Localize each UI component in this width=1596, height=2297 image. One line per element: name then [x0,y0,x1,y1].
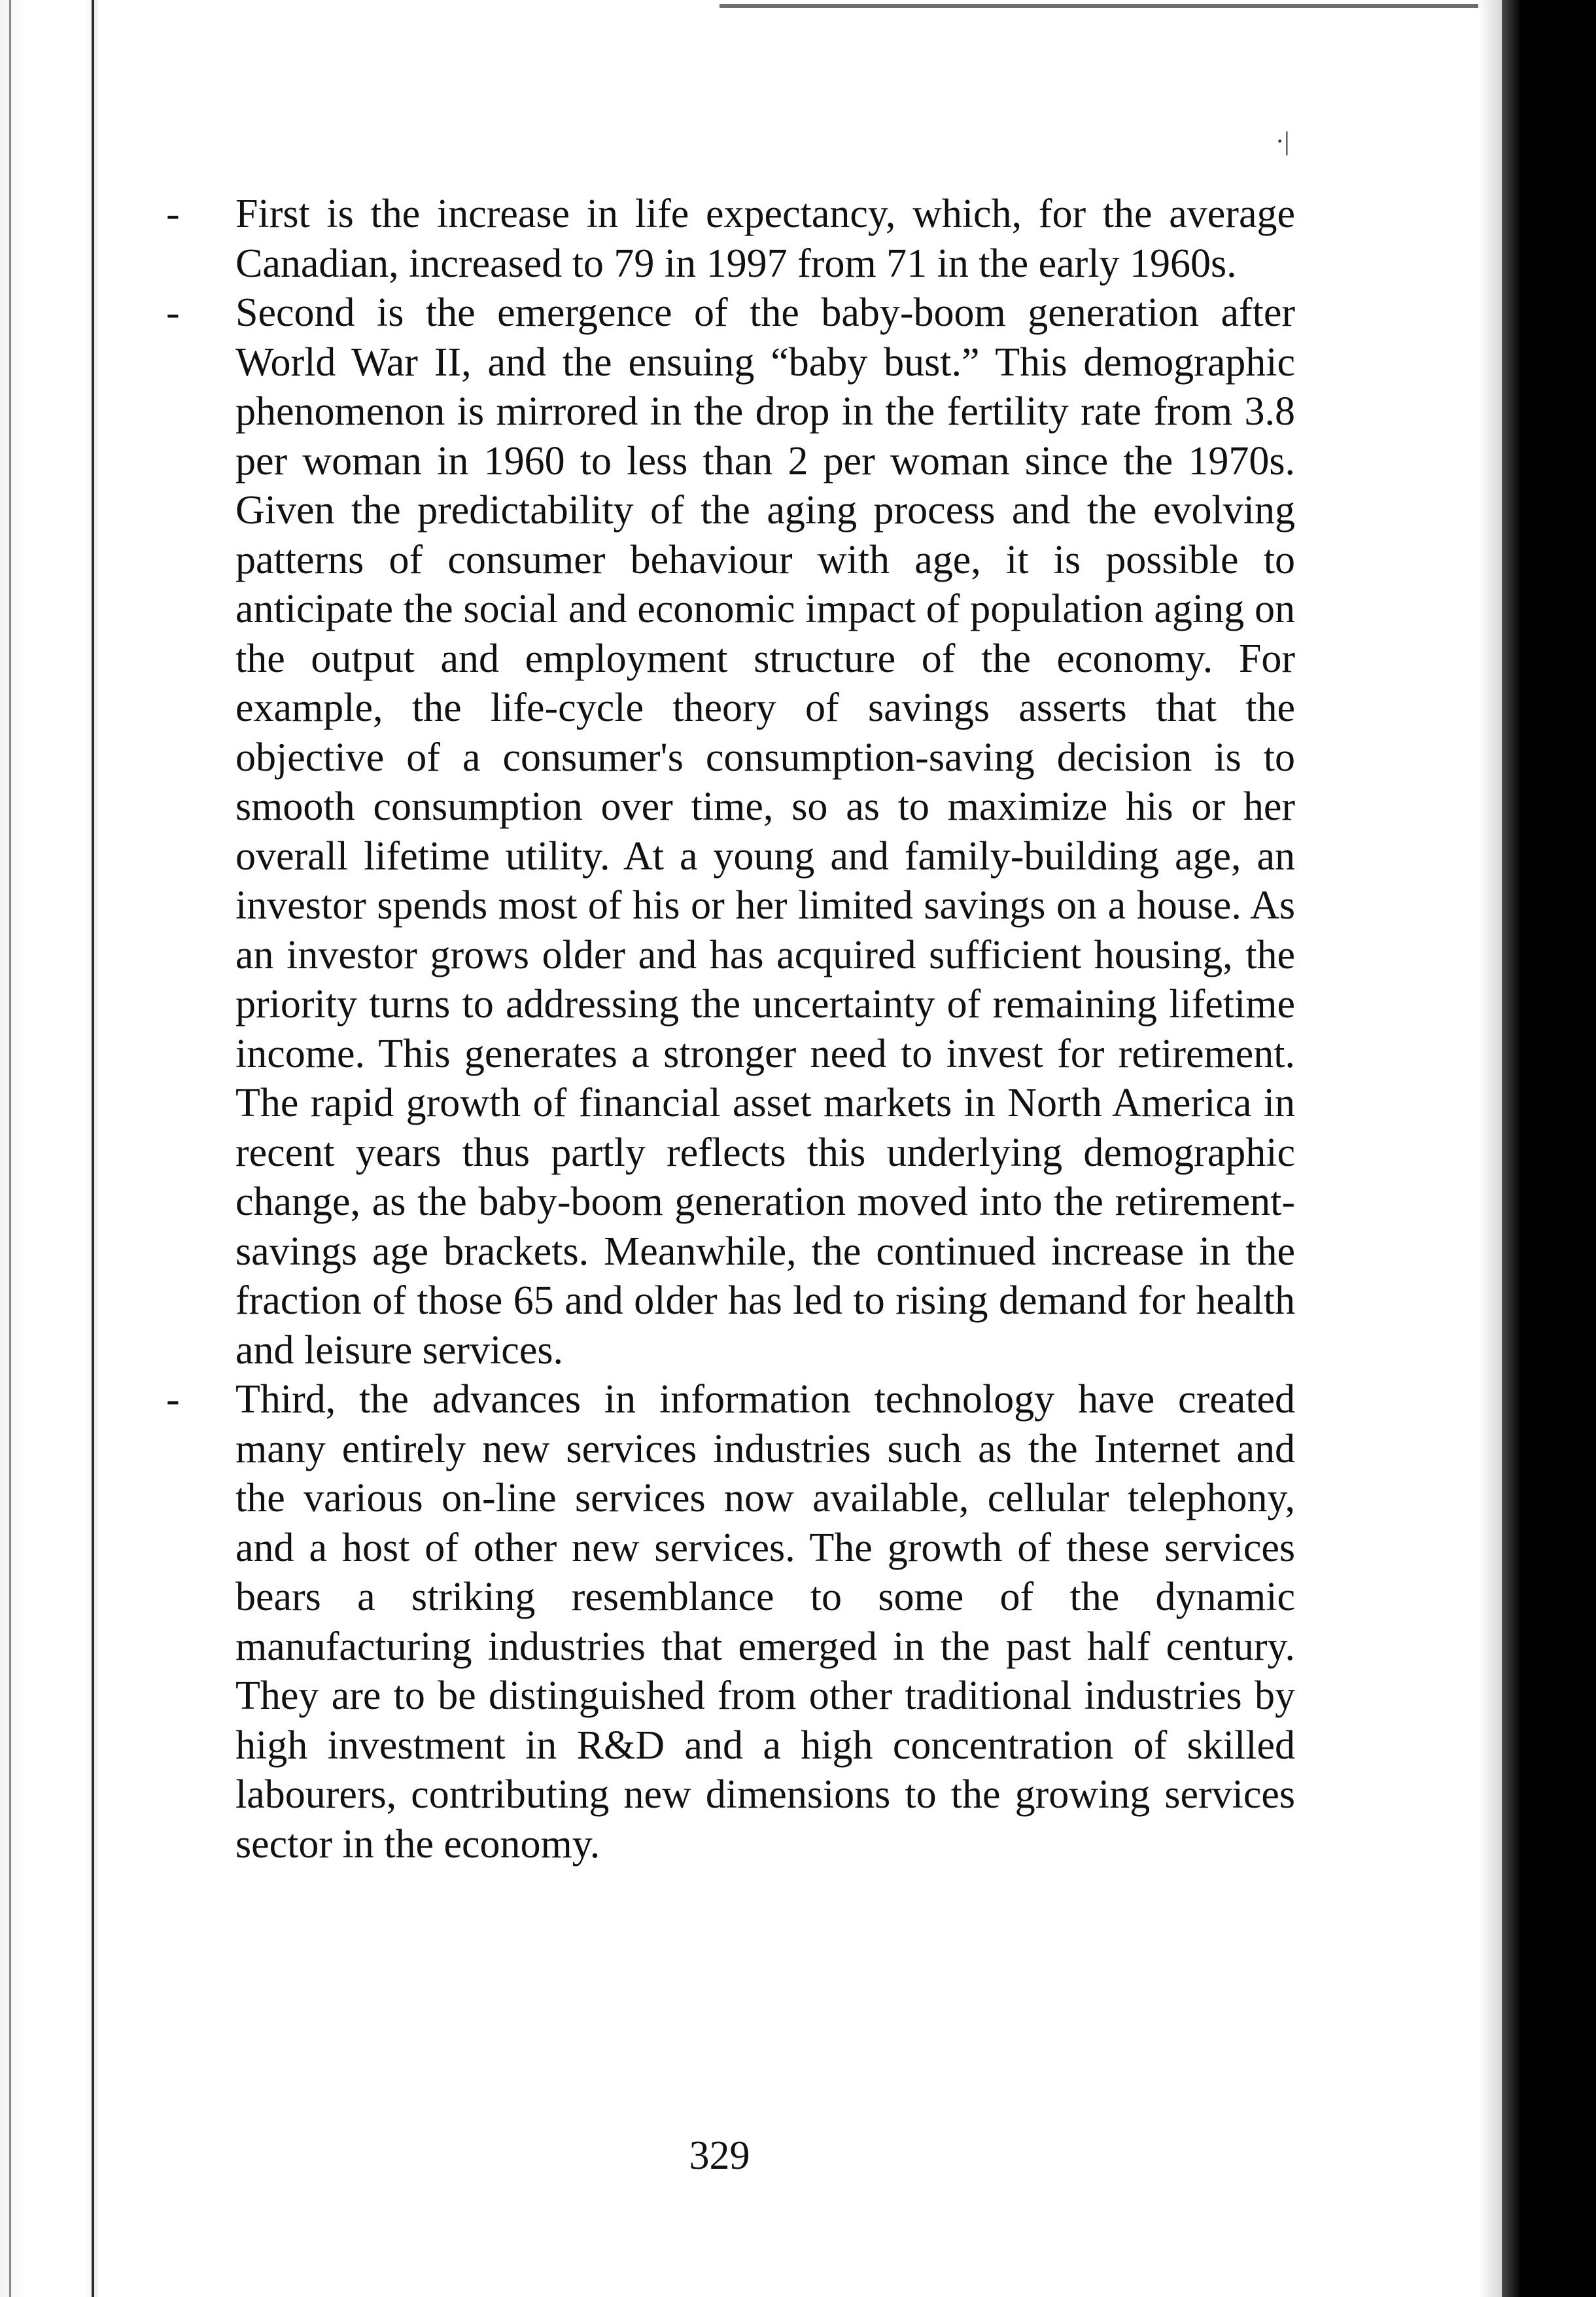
bullet-marker: - [166,290,180,335]
left-page-edge [9,0,11,2297]
left-binding-shadow [0,0,98,2297]
bullet-marker: - [166,192,180,236]
right-scan-border [1502,0,1596,2297]
top-edge-rule [720,4,1491,8]
bullet-text: Second is the emergence of the baby-boom generation after World War II, and the ensuing “baby bust.” This demographic phenomenon is mirrored in the drop in the fertility rate from 3.8 per woman in 1960 to less than 2 per woman since the 1970s. Given the predictability of the aging process and the evolving patterns of consumer behaviour with age, it is possible to anticipate the social and economic impact of population aging on the output and employment structure of the economy. For example, the life-cycle theory of savings asserts that the objective of a consumer's consumption-saving decision is to smooth consumption over time, so as to maximize his or her overall lifetime utility. At a young and family-building age, an investor spends most of his or her limited savings on a house. As an investor grows older and has acquired sufficient housing, the priority turns to addressing the uncertainty of remaining lifetime income. This generates a stronger need to invest for retirement. The rapid growth of financial asset markets in North America in recent years thus partly reflects this underlying demographic change, as the baby-boom generation moved into the retirement-savings age brackets. Meanwhile, the continued increase in the fraction of those 65 and older has led to rising demand for health and leisure services. [235,290,1295,1373]
bullet-item-3 [157,1375,1295,1869]
right-page-shadow [1478,0,1502,2297]
left-margin-rule [92,0,94,2297]
page-number: 329 [689,2133,750,2178]
bullet-item-1 [157,190,1295,289]
bullet-marker: - [166,1377,180,1422]
scan-mark: ·| [1275,126,1290,156]
bullet-item-2 [157,289,1295,1375]
page-body [157,190,1295,1869]
bullet-text: Third, the advances in information technology have created many entirely new services industries such as the Internet and the various on-line services now available, cellular telephony, and a host of other new services. The growth of these services bears a striking resemblance to some of the dynamic manufacturing industries that emerged in the past half century. They are to be distinguished from other traditional industries by high investment in R&D and a high concentration of skilled labourers, contributing new dimensions to the growing services sector in the economy. [235,1377,1295,1867]
bullet-text: First is the increase in life expectancy, which, for the average Canadian, increased to 79 in 1997 from 71 in the early 1960s. [235,192,1295,286]
